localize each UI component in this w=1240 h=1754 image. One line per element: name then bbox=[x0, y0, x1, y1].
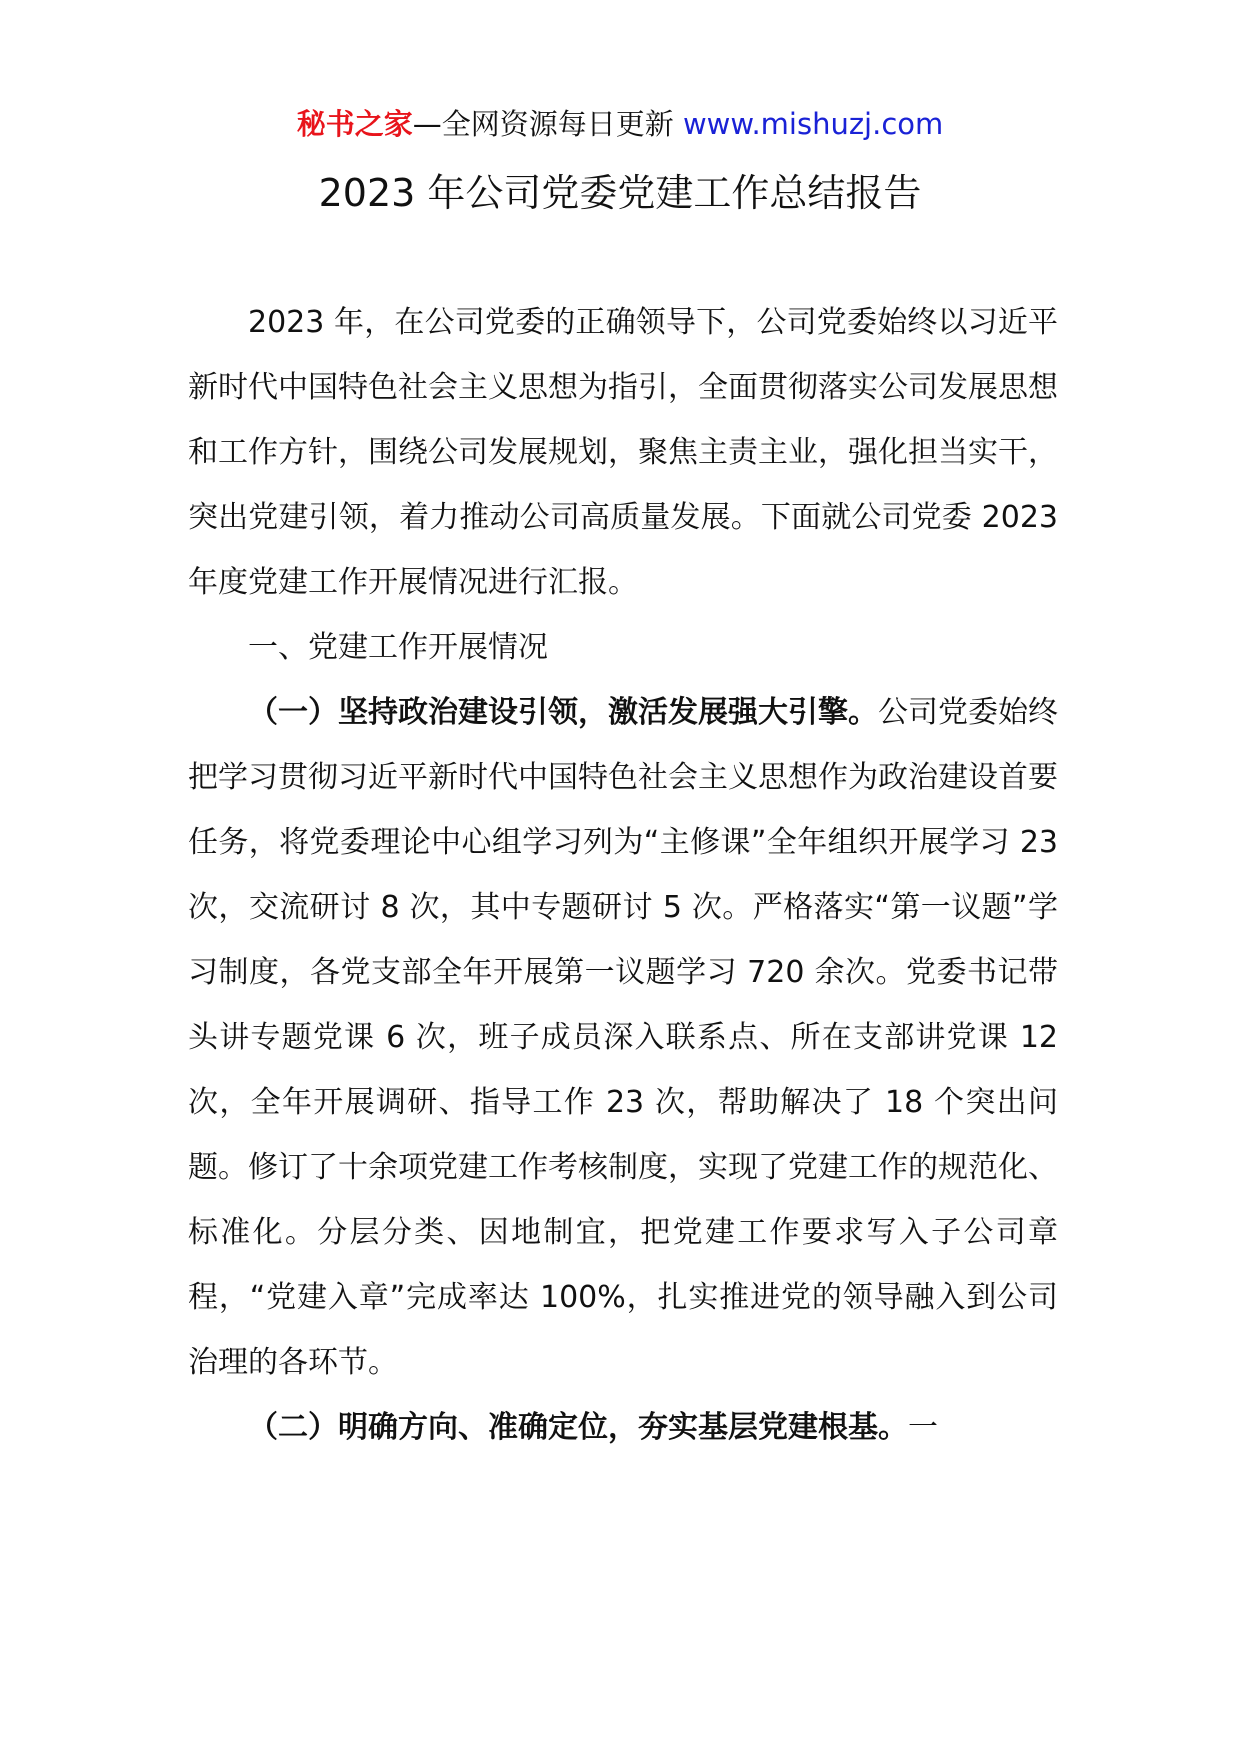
paragraph-text: 公司党委始终把学习贯彻习近平新时代中国特色社会主义思想作为政治建设首要任务，将党委理论中心组学习列为“主修课”全年组织开展学习 23 次，交流研讨 8 次，其中专题研讨 5 次。严格落实“第一议题”学习制度，各党支部全年开展第一议题学习 720 余次。党委书记带头讲专题党课 6 次，班子成员深入联系点、所在支部讲党课 12 次，全年开展调研、指导工作 23 次，帮助解决了 18 个突出问题。修订了十余项党建工作考核制度，实现了党建工作的规范化、标准化。分层分类、因地制宜，把党建工作要求写入子公司章程，“党建入章”完成率达 100%，扎实推进党的领导融入到公司治理的各环节。 bbox=[188, 695, 1058, 1380]
document-body bbox=[188, 290, 1058, 1460]
subsection-heading: （二）明确方向、准确定位，夯实基层党建根基。 bbox=[248, 1410, 908, 1445]
intro-paragraph bbox=[188, 290, 1058, 615]
section-heading-text: 一、党建工作开展情况 bbox=[248, 630, 548, 665]
paragraph-text: 一 bbox=[908, 1410, 938, 1445]
header-tagline: —全网资源每日更新 bbox=[412, 107, 683, 141]
document-title: 2023 年公司党委党建工作总结报告 bbox=[318, 171, 922, 215]
section-heading bbox=[188, 615, 1058, 680]
site-url-link[interactable]: www.mishuzj.com bbox=[682, 107, 944, 141]
subsection-heading: （一）坚持政治建设引领，激活发展强大引擎。 bbox=[248, 695, 878, 730]
subsection-paragraph bbox=[188, 1395, 1058, 1460]
watermark-header bbox=[0, 102, 1240, 146]
paragraph-text: 2023 年，在公司党委的正确领导下，公司党委始终以习近平新时代中国特色社会主义思想为指引，全面贯彻落实公司发展思想和工作方针，围绕公司发展规划，聚焦主责主业，强化担当实干，突出党建引领，着力推动公司高质量发展。下面就公司党委 2023 年度党建工作开展情况进行汇报。 bbox=[188, 305, 1058, 600]
brand-name: 秘书之家 bbox=[296, 107, 413, 141]
subsection-paragraph bbox=[188, 680, 1058, 1395]
